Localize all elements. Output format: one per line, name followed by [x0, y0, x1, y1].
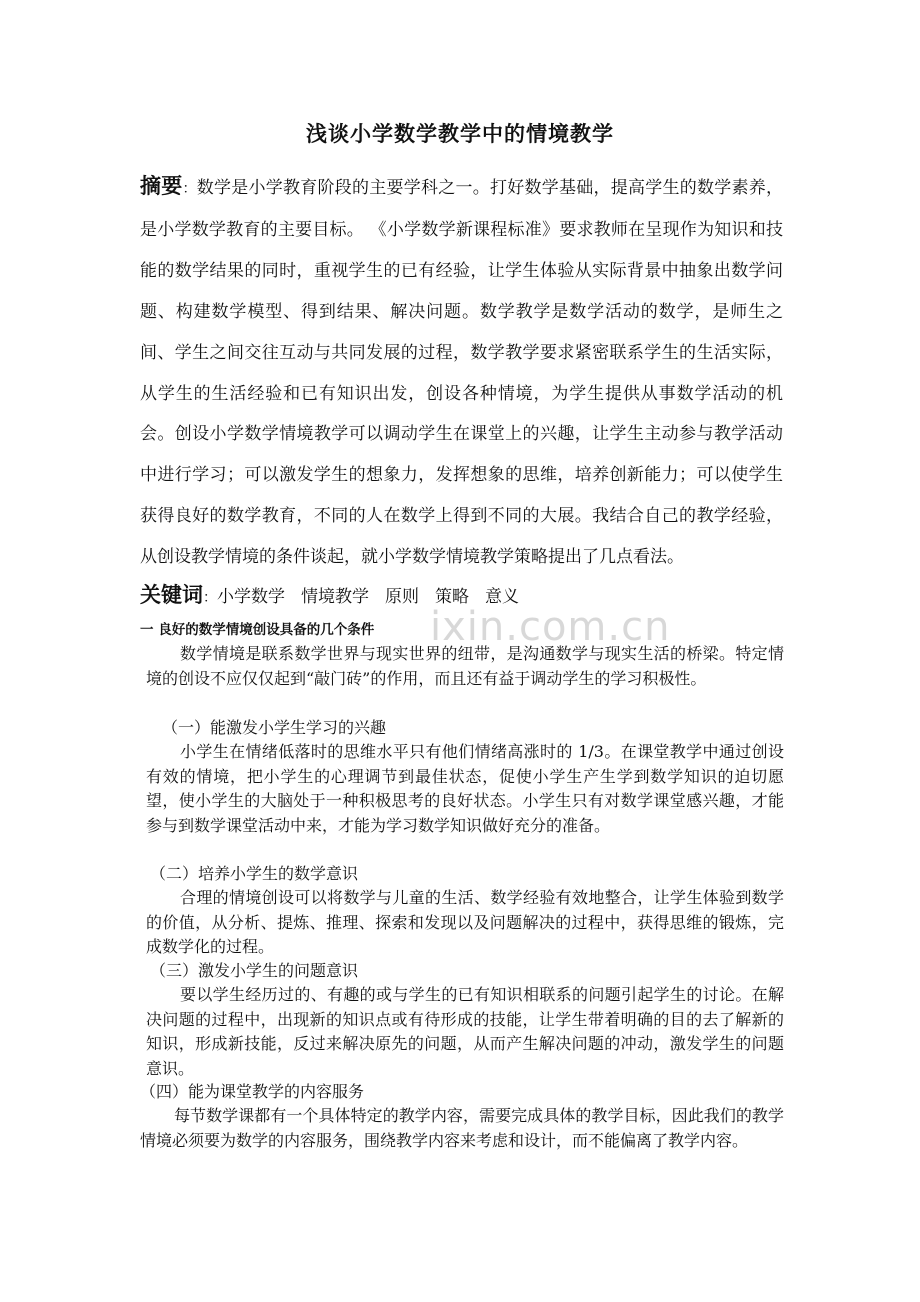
subsection-heading: （一）能激发小学生学习的兴趣 — [162, 718, 387, 737]
keywords-line — [140, 578, 783, 615]
subsection-paragraph: 要以学生经历过的、有趣的或与学生的已有知识相联系的问题引起学生的讨论。在解决问题的过程中，出现新的知识点或有待形成的技能，让学生带着明确的目的去了解新的知识，形成新技能，反过来解决原先的问题，从而产生解决问题的冲动，激发学生的问题意识。 — [146, 985, 784, 1078]
subsection-heading: （四）能为课堂教学的内容服务 — [140, 1082, 365, 1101]
watermark-text: ixin.com.cn — [430, 604, 671, 650]
subsection-paragraph: 小学生在情绪低落时的思维水平只有他们情绪高涨时的 1/3。在课堂教学中通过创设有效的情境，把小学生的心理调节到最佳状态，促使小学生产生学到数学知识的迫切愿望，使小学生的大脑处于一种积极思考的良好状态。小学生只有对数学课堂感兴趣，才能参与到数学课堂活动中来，才能为学习数学知识做好充分的准备。 — [146, 742, 784, 835]
keyword-item: 小学数学 — [217, 587, 285, 607]
document-title: 浅谈小学数学教学中的情境教学 — [306, 122, 614, 146]
subsection-paragraph: 合理的情境创设可以将数学与儿童的生活、数学经验有效地整合，让学生体验到数学的价值，从分析、提炼、推理、探索和发现以及问题解决的过程中，获得思维的锻炼，完成数学化的过程。 — [146, 888, 784, 957]
keywords-label: 关键词 — [140, 583, 203, 607]
section-intro-paragraph: 数学情境是联系数学世界与现实世界的纽带，是沟通数学与现实生活的桥梁。特定情境的创设不应仅仅起到“敲门砖”的作用，而且还有益于调动学生的学习积极性。 — [146, 644, 784, 688]
keyword-item: 情境教学 — [301, 587, 369, 607]
abstract-paragraph — [140, 166, 783, 578]
subsection-heading: （三）激发小学生的问题意识 — [150, 961, 359, 980]
keyword-item: 原则 — [385, 587, 419, 607]
subsection-heading: （二）培养小学生的数学意识 — [150, 864, 359, 883]
keyword-item: 策略 — [435, 587, 469, 607]
section-heading: 一 良好的数学情境创设具备的几个条件 — [140, 622, 375, 638]
abstract-text: 数学是小学教育阶段的主要学科之一。打好数学基础，提高学生的数学素养，是小学数学教育的主要目标。 《小学数学新课程标准》要求教师在呈现作为知识和技能的数学结果的同时，重视学生的已有经验，让学生体验从实际背景中抽象出数学问题、构建数学模型、得到结果、解决问题。数学教学是数学活动的数学，是师生之间、学生之间交往互动与共同发展的过程，数学教学要求紧密联系学生的生活实际，从学生的生活经验和已有知识出发，创设各种情境，为学生提供从事数学活动的机会。创设小学数学情境教学可以调动学生在课堂上的兴趣，让学生主动参与教学活动中进行学习；可以激发学生的想象力，发挥想象的思维，培养创新能力；可以使学生获得良好的数学教育，不同的人在数学上得到不同的大展。我结合自己的教学经验，从创设教学情境的条件谈起，就小学数学情境教学策略提出了几点看法。 — [140, 178, 783, 568]
abstract-colon: ： — [182, 181, 197, 197]
abstract-label: 摘要 — [140, 174, 183, 198]
keyword-item: 意义 — [485, 587, 519, 607]
subsection-paragraph: 每节数学课都有一个具体特定的教学内容，需要完成具体的教学目标，因此我们的教学情境必须要为数学的内容服务，围绕教学内容来考虑和设计，而不能偏离了教学内容。 — [140, 1106, 784, 1150]
keywords-colon: ： — [203, 590, 217, 606]
